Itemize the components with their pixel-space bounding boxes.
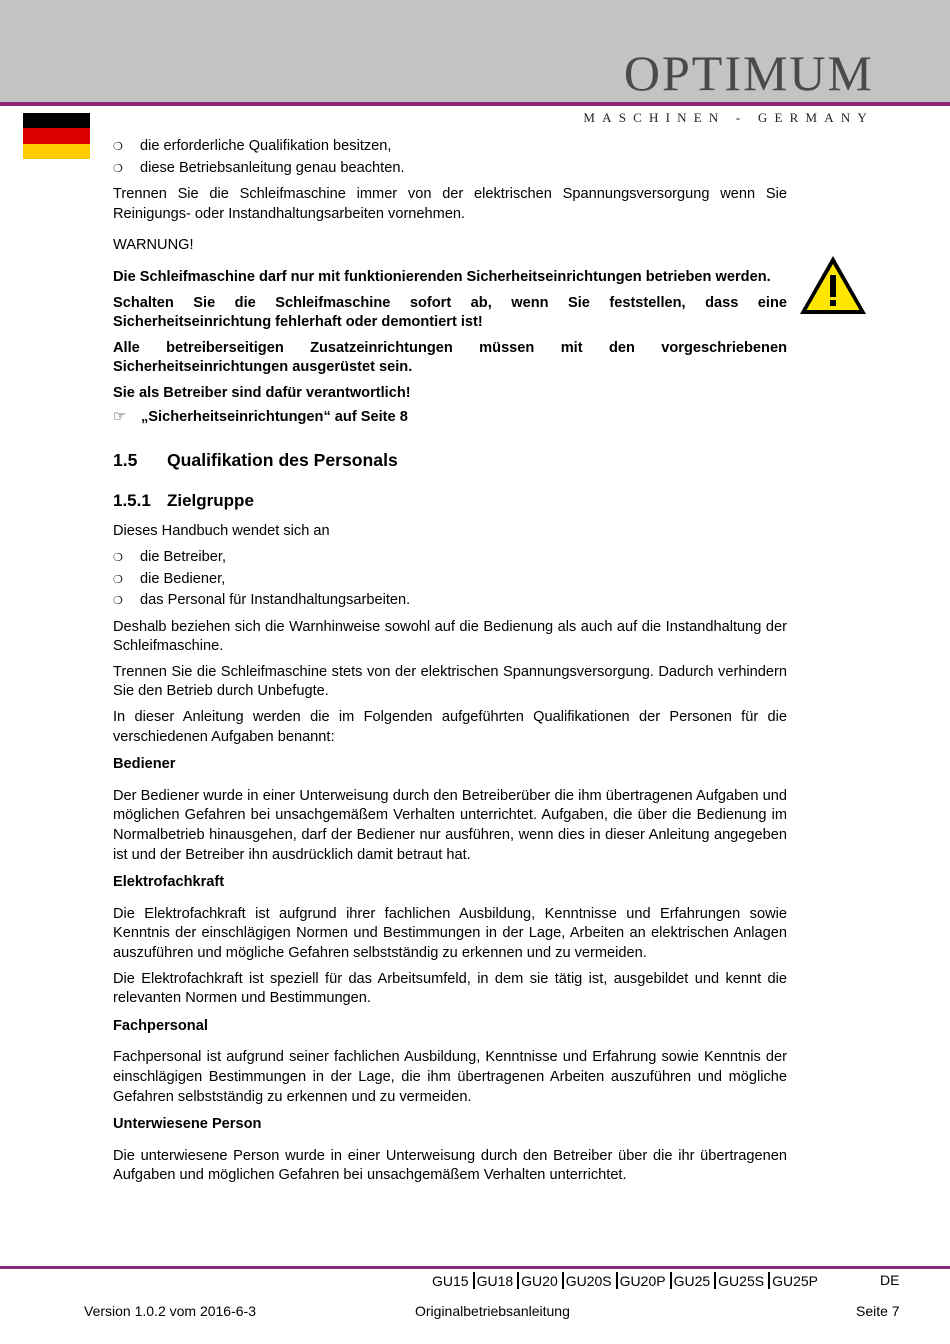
- german-flag-icon: [23, 113, 90, 159]
- model-label: GU18: [476, 1273, 514, 1289]
- flag-stripe-gold: [23, 144, 90, 159]
- model-label: GU20: [521, 1273, 558, 1289]
- subsection-heading: [113, 491, 787, 511]
- model-label: GU25: [673, 1273, 711, 1289]
- subsection-title: Zielgruppe: [167, 490, 254, 510]
- brand-tagline: MASCHINEN - GERMANY: [583, 110, 874, 125]
- warning-text: Sie als Betreiber sind dafür verantwortlich!: [113, 384, 411, 401]
- section-number: 1.5: [113, 450, 138, 471]
- warning-triangle-icon: [797, 253, 869, 317]
- role-text-operator: Der Bediener wurde in einer Unterweisung durch den Betreiberüber die ihm übertragenen Aufgaben und möglichen Gefahren bei unsachgemäßem Verhalten unterrichtet. Aufgaben, die über die Bedienung im Normalbetrieb hinausgehen, darf der Bediener nur ausführen, wenn dies in dieser Anleitung angegeben ist und der Betreiber ihn ausdrücklich damit betraut hat.: [113, 787, 787, 863]
- flag-stripe-black: [23, 113, 90, 128]
- role-text-instructed: Die unterwiesene Person wurde in einer Unterweisung durch den Betreiber über die ihr übertragenen Aufgaben und möglichen Gefahren bei unsachgemäßem Verhalten unterrichtet.: [113, 1147, 787, 1184]
- list-item: [113, 591, 787, 612]
- bullet-circle-icon: ❍: [113, 141, 123, 153]
- paragraph-audience: Dieses Handbuch wendet sich an: [113, 523, 330, 540]
- list-item-text: die erforderliche Qualifikation besitzen,: [140, 138, 392, 154]
- header-divider: [0, 102, 950, 106]
- bullet-circle-icon: ❍: [113, 573, 123, 586]
- cross-reference-text: „Sicherheitseinrichtungen“ auf Seite 8: [141, 408, 408, 425]
- paragraph-warnings: Deshalb beziehen sich die Warnhinweise sowohl auf die Bedienung als auch auf die Instandhaltung der Schleifmaschine.: [113, 618, 787, 655]
- bullet-circle-icon: ❍: [113, 551, 123, 564]
- role-heading-operator: Bediener: [113, 756, 176, 773]
- model-label: GU25P: [772, 1273, 818, 1289]
- role-heading-specialist: Fachpersonal: [113, 1017, 208, 1034]
- list-item: [113, 570, 787, 591]
- pointing-hand-icon: ☞: [113, 408, 127, 425]
- warning-text: Alle betreiberseitigen Zusatzeinrichtungen müssen mit den vorgeschriebenen Sicherheitseinrichtungen ausgerüstet sein.: [113, 339, 787, 376]
- paragraph-disconnect-always: Trennen Sie die Schleifmaschine stets von der elektrischen Spannungsversorgung. Dadurch verhindern Sie den Betrieb durch Unbefugte.: [113, 663, 787, 700]
- list-item-text: die Betreiber,: [140, 548, 226, 565]
- bullet-circle-icon: ❍: [113, 162, 123, 175]
- role-heading-instructed: Unterwiesene Person: [113, 1116, 262, 1133]
- list-item: [113, 159, 787, 180]
- role-heading-electrician: Elektrofachkraft: [113, 874, 225, 891]
- cross-reference-link[interactable]: [113, 408, 787, 428]
- warning-text: Schalten Sie die Schleifmaschine sofort ab, wenn Sie feststellen, dass eine Sicherheitseinrichtung fehlerhaft oder demontiert ist!: [113, 294, 787, 331]
- flag-stripe-red: [23, 128, 90, 143]
- bullet-circle-icon: ❍: [113, 595, 123, 608]
- list-item-text: diese Betriebsanleitung genau beachten.: [140, 159, 405, 176]
- page-content: [113, 137, 787, 1192]
- model-label: GU25S: [718, 1273, 765, 1289]
- role-text-electrician-2: Die Elektrofachkraft ist speziell für das Arbeitsumfeld, in dem sie tätig ist, ausgebildet und kennt die relevanten Normen und Bestimmungen.: [113, 970, 787, 1007]
- brand-logo: OPTIMUM: [623, 45, 874, 101]
- section-heading: [113, 451, 787, 471]
- list-item-text: das Personal für Instandhaltungsarbeiten.: [140, 592, 411, 609]
- language-code: DE: [880, 1272, 900, 1288]
- document-version: Version 1.0.2 vom 2016-6-3: [84, 1303, 256, 1319]
- document-type: Originalbetriebsanleitung: [415, 1303, 570, 1319]
- warning-title: WARNUNG!: [113, 237, 194, 254]
- list-item: [113, 548, 787, 569]
- model-list: [430, 1272, 822, 1290]
- paragraph-qualifications: In dieser Anleitung werden die im Folgenden aufgeführten Qualifikationen der Personen für die verschiedenen Aufgaben benannt:: [113, 709, 787, 745]
- subsection-number: 1.5.1: [113, 490, 151, 510]
- paragraph-disconnect: Trennen Sie die Schleifmaschine immer von der elektrischen Spannungsversorgung wenn Sie Reinigungs- oder Instandhaltungsarbeiten vornehmen.: [113, 186, 787, 222]
- section-title: Qualifikation des Personals: [167, 450, 398, 471]
- model-label: GU15: [432, 1273, 469, 1289]
- list-item-text: die Bediener,: [140, 570, 226, 587]
- page-number: Seite 7: [856, 1303, 900, 1319]
- model-label: GU20P: [619, 1273, 666, 1289]
- model-label: GU20S: [565, 1273, 612, 1289]
- role-text-specialist: Fachpersonal ist aufgrund seiner fachlichen Ausbildung, Kenntnisse und Erfahrung sowie Kenntnis der einschlägigen Bestimmungen in der Lage, die ihm übertragenen Arbeiten auszuführen und mögliche Gefahren selbstständig zu erkennen und zu vermeiden.: [113, 1049, 787, 1105]
- role-text-electrician: Die Elektrofachkraft ist aufgrund ihrer fachlichen Ausbildung, Kenntnisse und Erfahrungen sowie Kenntnis der einschlägigen Normen und Bestimmungen in der Lage, Arbeiten an elektrischen Anlagen auszuführen und mögliche Gefahren selbstständig zu erkennen und zu vermeiden.: [113, 905, 787, 961]
- warning-text: Die Schleifmaschine darf nur mit funktionierenden Sicherheitseinrichtungen betrieben werden.: [113, 268, 771, 285]
- list-item: [113, 137, 787, 158]
- footer-divider: [0, 1266, 950, 1269]
